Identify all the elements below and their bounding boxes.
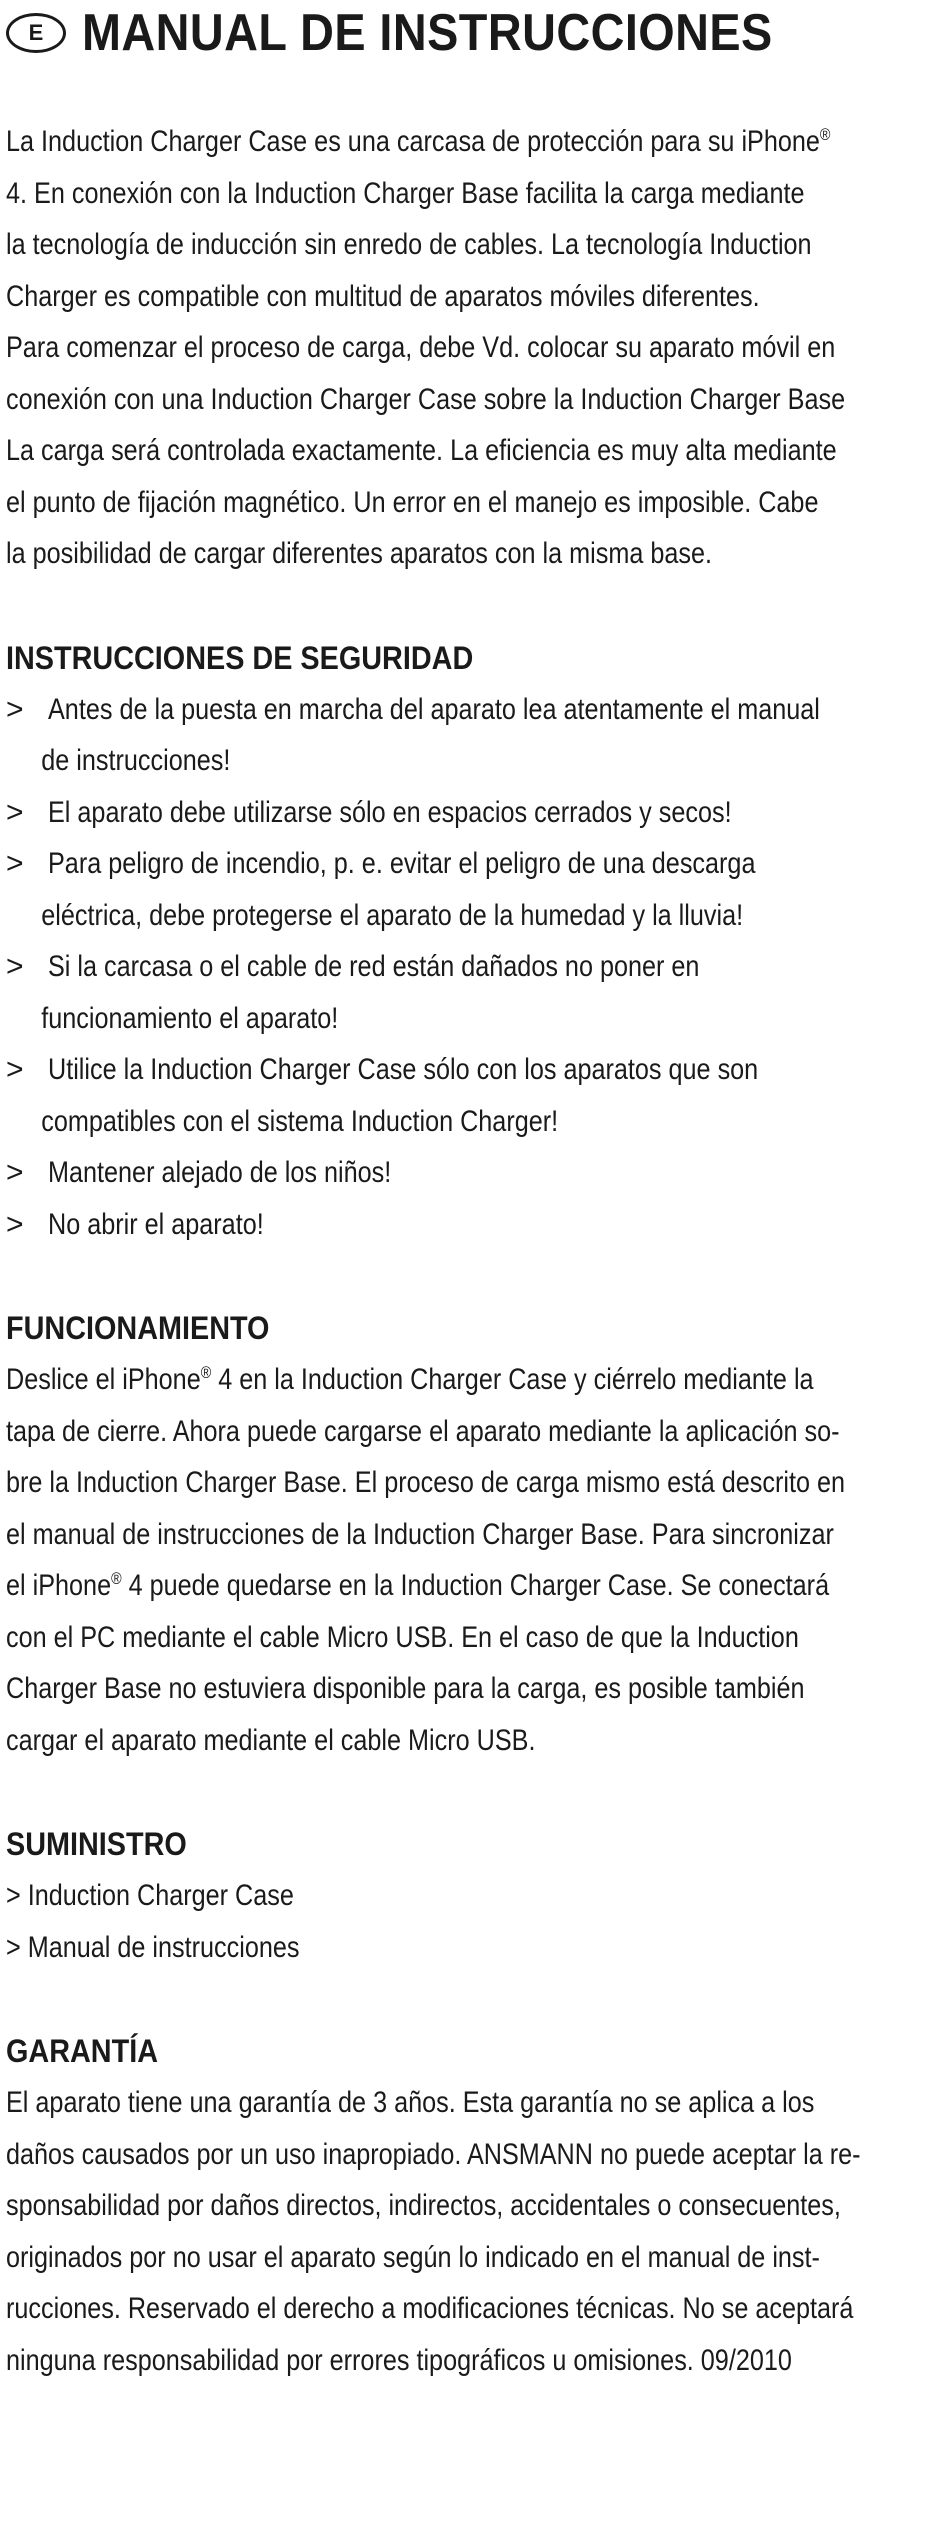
- header: [6, 2, 940, 64]
- intro-line: La Induction Charger Case es una carcasa de protección para su iPhone®: [6, 125, 831, 158]
- warranty-section: [6, 2025, 940, 2386]
- language-badge: E: [6, 13, 66, 53]
- safety-item-continuation: [6, 890, 940, 942]
- function-line: con el PC mediante el cable Micro USB. En el caso de que la Induction: [6, 1620, 799, 1654]
- safety-item-text: funcionamiento el aparato!: [41, 1001, 339, 1035]
- intro-line: Charger es compatible con multitud de aparatos móviles diferentes.: [6, 279, 760, 313]
- safety-item-text: de instrucciones!: [41, 744, 231, 777]
- safety-item-continuation: [6, 735, 940, 787]
- safety-list: [6, 684, 940, 1251]
- safety-item: [6, 1199, 940, 1251]
- intro-line: conexión con una Induction Charger Case sobre la Induction Charger Base: [6, 382, 846, 416]
- manual-page: [0, 2, 950, 2527]
- supply-heading: SUMINISTRO: [6, 1826, 187, 1862]
- safety-heading: INSTRUCCIONES DE SEGURIDAD: [6, 639, 474, 676]
- safety-item: [6, 941, 940, 993]
- bullet-marker: >: [6, 847, 24, 880]
- safety-item: [6, 1147, 940, 1199]
- function-line: tapa de cierre. Ahora puede cargarse el aparato mediante la aplicación so-: [6, 1414, 840, 1448]
- safety-item: [6, 1044, 940, 1096]
- function-line: el iPhone® 4 puede quedarse en la Induction Charger Case. Se conectará: [6, 1569, 830, 1602]
- safety-item-text: compatibles con el sistema Induction Charger!: [41, 1104, 559, 1138]
- intro-paragraph: [6, 116, 940, 580]
- warranty-line: El aparato tiene una garantía de 3 años. Esta garantía no se aplica a los: [6, 2086, 815, 2119]
- safety-item-continuation: [6, 1096, 940, 1148]
- safety-item-text: eléctrica, debe protegerse el aparato de la humedad y la lluvia!: [41, 898, 744, 932]
- function-line: Charger Base no estuviera disponible para la carga, es posible también: [6, 1672, 805, 1705]
- supply-item: > Induction Charger Case: [6, 1879, 294, 1912]
- function-line: bre la Induction Charger Base. El proceso de carga mismo está descrito en: [6, 1466, 846, 1499]
- safety-item-text: Antes de la puesta en marcha del aparato lea atentamente el manual: [48, 692, 820, 726]
- function-section: [6, 1302, 940, 1766]
- bullet-marker: >: [6, 950, 24, 983]
- function-line: Deslice el iPhone® 4 en la Induction Charger Case y ciérrelo mediante la: [6, 1363, 814, 1396]
- bullet-marker: >: [6, 1053, 24, 1086]
- intro-line: la tecnología de inducción sin enredo de cables. La tecnología Induction: [6, 228, 812, 261]
- intro-line: La carga será controlada exactamente. La eficiencia es muy alta mediante: [6, 434, 837, 467]
- page-title: MANUAL DE INSTRUCCIONES: [82, 4, 773, 62]
- bullet-marker: >: [6, 692, 24, 726]
- function-heading: FUNCIONAMIENTO: [6, 1310, 270, 1346]
- safety-section: [6, 632, 940, 1251]
- safety-item-text: El aparato debe utilizarse sólo en espacios cerrados y secos!: [48, 795, 732, 829]
- warranty-line: ninguna responsabilidad por errores tipográficos u omisiones. 09/2010: [6, 2343, 792, 2377]
- safety-item-text: Para peligro de incendio, p. e. evitar el peligro de una descarga: [48, 847, 756, 880]
- warranty-line: rucciones. Reservado el derecho a modificaciones técnicas. No se aceptará: [6, 2292, 854, 2325]
- safety-item-continuation: [6, 993, 940, 1045]
- safety-item: [6, 787, 940, 839]
- safety-item-text: Mantener alejado de los niños!: [48, 1156, 392, 1189]
- function-line: cargar el aparato mediante el cable Micro USB.: [6, 1723, 536, 1757]
- safety-item: [6, 838, 940, 890]
- warranty-line: daños causados por un uso inapropiado. ANSMANN no puede aceptar la re-: [6, 2137, 861, 2171]
- safety-item-text: Utilice la Induction Charger Case sólo con los aparatos que son: [48, 1053, 759, 1086]
- supply-item: > Manual de instrucciones: [6, 1930, 300, 1964]
- warranty-line: sponsabilidad por daños directos, indirectos, accidentales o consecuentes,: [6, 2189, 841, 2222]
- safety-item-text: No abrir el aparato!: [48, 1207, 264, 1241]
- intro-line: la posibilidad de cargar diferentes aparatos con la misma base.: [6, 537, 712, 570]
- supply-section: [6, 1818, 940, 1973]
- safety-item: [6, 684, 940, 736]
- bullet-marker: >: [6, 795, 24, 829]
- intro-line: 4. En conexión con la Induction Charger Base facilita la carga mediante: [6, 176, 805, 210]
- warranty-heading: GARANTÍA: [6, 2033, 158, 2069]
- safety-item-text: Si la carcasa o el cable de red están dañados no poner en: [48, 950, 700, 983]
- bullet-marker: >: [6, 1207, 24, 1241]
- intro-line: el punto de fijación magnético. Un error en el manejo es imposible. Cabe: [6, 485, 819, 519]
- function-line: el manual de instrucciones de la Induction Charger Base. Para sincronizar: [6, 1517, 834, 1551]
- bullet-marker: >: [6, 1156, 24, 1189]
- intro-line: Para comenzar el proceso de carga, debe Vd. colocar su aparato móvil en: [6, 331, 836, 364]
- warranty-line: originados por no usar el aparato según lo indicado en el manual de inst-: [6, 2240, 820, 2274]
